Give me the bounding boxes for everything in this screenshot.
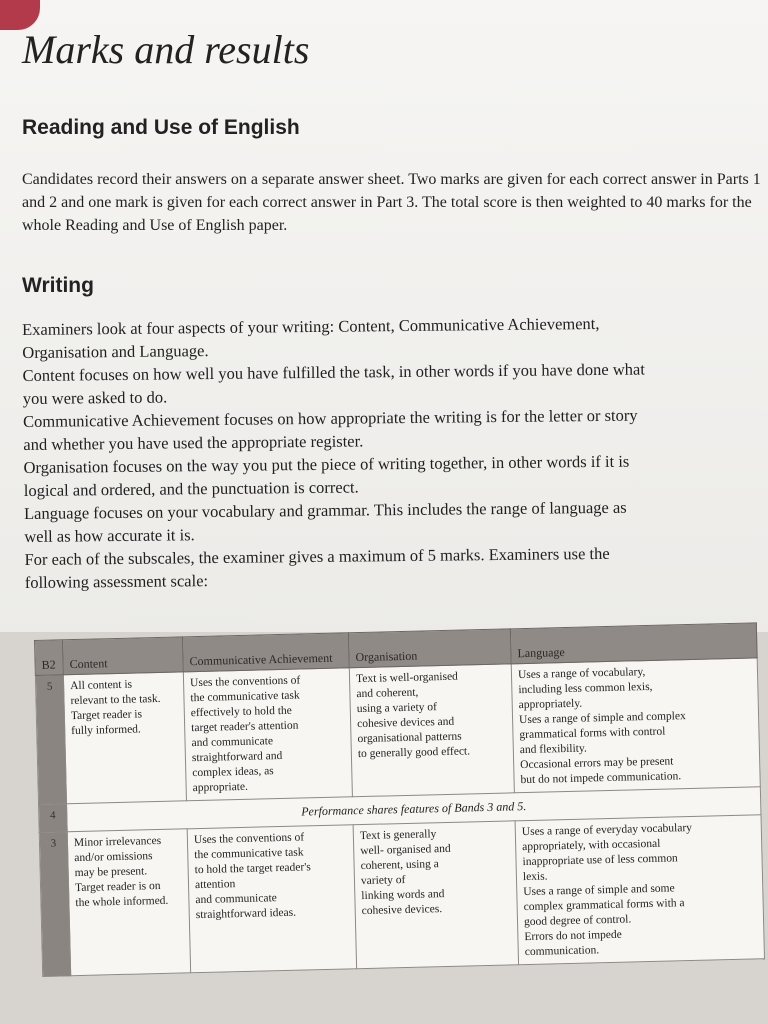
cell-line: Target reader is on	[74, 879, 161, 895]
writing-line: Organisation focuses on the way you put the piece of writing together, in other words if it is	[23, 451, 630, 477]
cell-line: good degree of control.	[523, 913, 632, 929]
cell-line: Uses a range of simple and some	[523, 882, 675, 899]
cell-line: using a variety of	[356, 701, 438, 716]
cell-line: straightforward ideas.	[195, 906, 297, 922]
page-title: Marks and results	[22, 27, 310, 72]
cell-line: inappropriate use of less common	[522, 852, 678, 869]
writing-line: Language focuses on your vocabulary and grammar. This includes the range of language as	[23, 497, 627, 523]
cell-line: appropriately.	[518, 697, 583, 712]
header-communicative-achievement: Communicative Achievement	[182, 633, 349, 672]
cell-line: fully informed.	[71, 723, 141, 738]
cell-line: Text is well-organised	[355, 670, 458, 686]
reading-paragraph: Candidates record their answers on a separate answer sheet. Two marks are given for each correct answer in Parts 1 and 2 and one mark is given for each correct answer in Part 3. The total score is then weighted to 40 marks for the whole Reading and Use of English paper.	[22, 171, 761, 234]
writing-paragraph	[22, 310, 768, 594]
cell-line: relevant to the task.	[70, 692, 161, 708]
cell-line: complex ideas, as	[192, 765, 274, 780]
cell-line: Uses a range of everyday vocabulary	[521, 821, 693, 839]
band3-communicative-cell	[187, 825, 356, 973]
cell-line: to hold the target reader's	[194, 861, 311, 877]
writing-line: Communicative Achievement focuses on how appropriate the writing is for the letter or story	[22, 405, 638, 431]
band3-organisation-cell	[353, 821, 518, 969]
cell-line: lexis.	[522, 870, 548, 884]
cell-line: Target reader is	[70, 708, 143, 723]
cell-line: organisational patterns	[357, 730, 462, 746]
writing-line: you were asked to do.	[22, 387, 168, 408]
band3-content-cell	[67, 829, 190, 976]
cell-line: may be present.	[74, 865, 148, 880]
writing-line: For each of the subscales, the examiner gives a maximum of 5 marks. Examiners use the	[24, 543, 610, 569]
table-row-band-3	[39, 815, 764, 977]
band3-language-cell	[515, 815, 764, 965]
cell-line: target reader's attention	[191, 719, 299, 735]
band5-communicative-cell	[183, 668, 352, 801]
band-number: 3	[39, 832, 71, 977]
cell-line: Uses the conventions of	[193, 831, 305, 847]
cell-line: and/or omissions	[74, 850, 153, 865]
cell-line: cohesive devices and	[357, 715, 455, 731]
writing-heading: Writing	[22, 274, 94, 297]
writing-line: Content focuses on how well you have fulfilled the task, in other words if you have done what	[22, 359, 645, 385]
writing-line: well as how accurate it is.	[24, 525, 195, 546]
cell-line: Uses a range of simple and complex	[518, 710, 686, 727]
band5-organisation-cell	[349, 664, 514, 797]
band5-content-cell	[63, 672, 186, 804]
cell-line: to generally good effect.	[357, 745, 471, 761]
writing-line: Organisation and Language.	[22, 341, 209, 362]
cell-line: variety of	[360, 874, 406, 888]
header-organisation: Organisation	[348, 629, 511, 668]
cell-line: grammatical forms with control	[519, 725, 666, 742]
cell-line: the communicative task	[190, 689, 300, 705]
cell-line: attention	[194, 878, 236, 892]
cell-line: well- organised and	[360, 842, 451, 858]
band5-language-cell	[511, 658, 760, 793]
cell-line: All content is	[69, 678, 133, 693]
cell-line: Uses the conventions of	[189, 674, 301, 690]
cell-line: communication.	[524, 944, 600, 959]
cell-line: the whole informed.	[75, 894, 169, 910]
cell-line: and communicate	[191, 735, 274, 750]
cell-line: Uses a range of vocabulary,	[517, 666, 646, 682]
cell-line: Text is generally	[359, 828, 437, 843]
header-content: Content	[63, 637, 184, 675]
cell-line: effectively to hold the	[190, 704, 292, 720]
assessment-scale-table	[34, 622, 765, 977]
writing-line: logical and ordered, and the punctuation is correct.	[23, 477, 359, 500]
cell-line: Occasional errors may be present	[520, 755, 674, 772]
writing-line: and whether you have used the appropriate register.	[23, 431, 364, 454]
writing-line: following assessment scale:	[24, 571, 209, 592]
cell-line: coherent, using a	[360, 858, 439, 873]
header-band: B2	[35, 640, 64, 676]
table-row-band-5	[35, 658, 760, 805]
cell-line: Errors do not impede	[524, 928, 622, 944]
band-number: 4	[39, 804, 68, 833]
header-language: Language	[510, 623, 757, 664]
reading-heading: Reading and Use of English	[22, 116, 300, 139]
band-number: 5	[35, 675, 66, 805]
cell-line: Minor irrelevances	[73, 834, 162, 850]
cell-line: and coherent,	[356, 686, 419, 701]
cell-line: and flexibility.	[519, 742, 587, 757]
cell-line: the communicative task	[194, 846, 304, 862]
cell-line: including less common lexis,	[518, 680, 653, 697]
cell-line: straightforward and	[191, 749, 283, 765]
band4-shared-features: Performance shares features of Bands 3 and 5.	[67, 787, 761, 832]
cell-line: and communicate	[195, 892, 277, 907]
cell-line: complex grammatical forms with a	[523, 897, 685, 914]
cell-line: but do not impede communication.	[520, 770, 682, 787]
writing-line: Examiners look at four aspects of your writing: Content, Communicative Achievement,	[22, 313, 600, 339]
cell-line: cohesive devices.	[361, 903, 443, 918]
cell-line: appropriately, with occasional	[522, 837, 661, 854]
cell-line: linking words and	[361, 888, 445, 903]
cell-line: appropriate.	[192, 780, 249, 795]
